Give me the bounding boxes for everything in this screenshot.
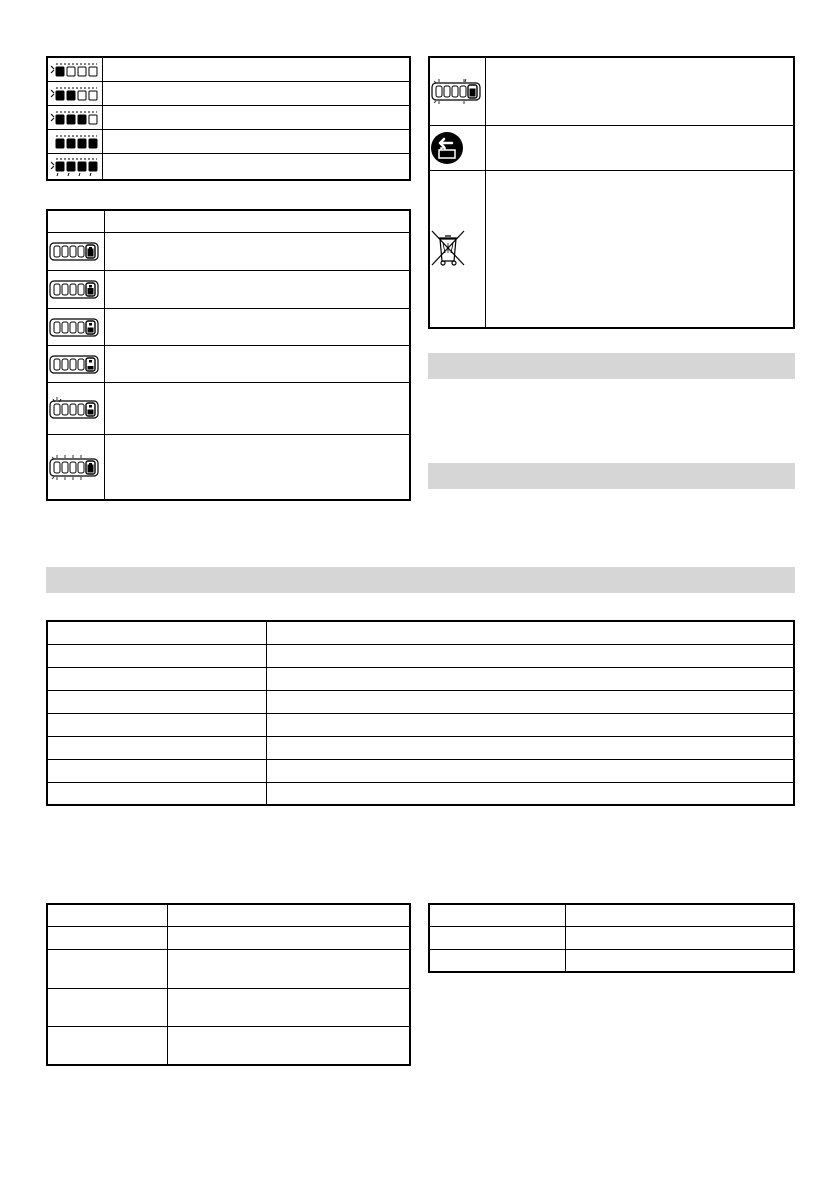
bottom-left-table [46,903,411,1066]
cell-value [167,904,410,926]
section-heading-band [428,353,795,379]
bottom-right-table [428,903,795,973]
cell-label [47,926,167,949]
table-row [47,644,794,667]
led-state-text [102,153,410,180]
battery-all-blinking-icon [47,434,104,500]
led-3-of-4-blinking-icon [47,105,102,129]
battery-1-segment-icon [47,345,104,382]
symbol-text [485,125,794,170]
cell-label [47,904,167,926]
table-row [47,81,410,105]
table-header-row [47,210,410,232]
table-row [47,57,410,81]
table-row [47,129,410,153]
battery-indicator-table [46,209,411,501]
spec-value [266,713,794,736]
table-header-text-col [104,210,410,232]
table-row [47,782,794,805]
table-row [429,57,794,125]
technical-data-heading [46,573,52,587]
table-row [47,382,410,434]
led-4-of-4-blinking-icon [47,129,102,153]
led-1-of-4-blinking-icon [47,57,102,81]
cell-label [47,949,167,988]
technical-data-heading-band [46,567,795,593]
spec-value [266,690,794,713]
table-header-icon-col [47,210,104,232]
table-row [47,667,794,690]
symbol-text [485,57,794,125]
led-all-blinking-icon [47,153,102,180]
led-state-text [102,57,410,81]
led-state-text [102,129,410,153]
battery-fault-blinking-icon [429,57,485,125]
table-row [47,904,410,926]
table-row [47,232,410,270]
section-heading [428,359,434,373]
spec-label [47,782,266,805]
symbol-text [485,170,794,328]
table-row [429,170,794,328]
spec-value [266,667,794,690]
cell-value [565,904,794,926]
battery-indicator-text [104,232,410,270]
cell-label [47,1026,167,1065]
battery-indicator-text [104,308,410,345]
battery-indicator-text [104,434,410,500]
spec-label [47,713,266,736]
battery-4-segments-icon [47,232,104,270]
spec-label [47,736,266,759]
cell-label [429,926,565,949]
spec-label [47,667,266,690]
battery-indicator-text [104,345,410,382]
cell-value [167,988,410,1026]
cell-value [565,949,794,972]
table-row [47,345,410,382]
spec-value [266,736,794,759]
cell-value [167,949,410,988]
table-row [47,713,794,736]
table-row [47,690,794,713]
cell-label [429,949,565,972]
led-state-text [102,81,410,105]
battery-segment-blinking-icon [47,382,104,434]
technical-data-table [46,620,795,806]
cell-label [47,988,167,1026]
battery-3-segments-icon [47,270,104,308]
spec-value [266,644,794,667]
led-state-text [102,105,410,129]
crossed-out-wheelie-bin-icon [429,170,485,328]
cell-value [167,926,410,949]
table-row [47,1026,410,1065]
table-row [47,621,794,644]
table-row [429,949,794,972]
table-row [47,105,410,129]
battery-indicator-text [104,382,410,434]
spec-label [47,759,266,782]
cell-value [565,926,794,949]
spec-value [266,782,794,805]
table-row [429,926,794,949]
table-row [47,926,410,949]
led-2-of-4-blinking-icon [47,81,102,105]
cell-label [429,904,565,926]
spec-label [47,690,266,713]
symbols-table [428,56,795,329]
section-heading-band [428,463,795,489]
led-states-table [46,56,411,181]
spec-value [266,621,794,644]
battery-indicator-text [104,270,410,308]
table-row [47,949,410,988]
section-heading [428,469,434,483]
recycle-battery-icon [429,125,485,170]
table-row [47,759,794,782]
battery-2-segments-icon [47,308,104,345]
table-row [47,988,410,1026]
table-row [47,736,794,759]
spec-label [47,644,266,667]
table-row [429,904,794,926]
spec-value [266,759,794,782]
table-row [47,308,410,345]
table-row [47,270,410,308]
table-row [429,125,794,170]
cell-value [167,1026,410,1065]
table-row [47,434,410,500]
table-row [47,153,410,180]
spec-label [47,621,266,644]
